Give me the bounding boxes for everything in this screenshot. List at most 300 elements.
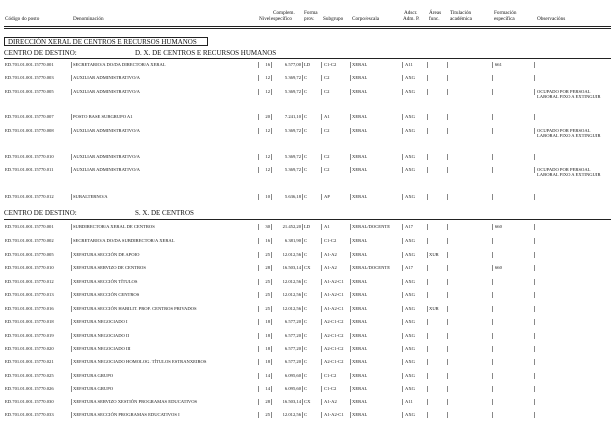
column-separator	[492, 279, 493, 285]
cell-complemento: 16.503,14	[282, 265, 301, 270]
cell-nivel: 12	[265, 89, 270, 94]
column-separator	[321, 292, 322, 298]
column-separator	[271, 333, 272, 339]
column-separator	[350, 224, 351, 230]
column-separator	[302, 75, 303, 81]
cell-code: ED.701.01.001.15770.007	[5, 114, 54, 119]
column-separator	[321, 128, 322, 134]
cell-corpo: XERAL	[352, 386, 368, 391]
cell-denominacion: XEFATURA SECCIÓN TÍTULOS	[73, 279, 138, 284]
column-separator	[534, 265, 535, 271]
column-separator	[71, 252, 72, 258]
cell-nivel: 25	[265, 252, 270, 257]
column-separator	[321, 238, 322, 244]
column-separator	[350, 167, 351, 173]
column-separator	[302, 224, 303, 230]
column-separator	[534, 373, 535, 379]
column-separator	[492, 252, 493, 258]
column-separator	[71, 333, 72, 339]
section-value: D. X. DE CENTROS E RECURSOS HUMANOS	[135, 49, 277, 57]
cell-forma: C	[304, 75, 308, 80]
column-separator	[427, 154, 428, 160]
cell-nivel: 14	[265, 386, 270, 391]
column-separator	[258, 359, 259, 365]
column-separator	[71, 373, 72, 379]
column-separator	[350, 292, 351, 298]
column-separator	[427, 89, 428, 95]
column-separator	[302, 252, 303, 258]
cell-corpo: XERAL	[352, 319, 368, 324]
column-separator	[302, 154, 303, 160]
header-forma-2: prov.	[304, 16, 315, 22]
cell-subgrupo: A1-A2	[324, 399, 337, 404]
column-separator	[402, 319, 403, 325]
column-separator	[258, 265, 259, 271]
column-separator	[271, 89, 272, 95]
cell-subgrupo: C2	[324, 75, 330, 80]
column-separator	[534, 128, 535, 134]
cell-complemento: 12.012,56	[282, 279, 301, 284]
table-row	[0, 399, 615, 413]
column-separator	[447, 89, 448, 95]
column-separator	[350, 306, 351, 312]
column-separator	[350, 114, 351, 120]
cell-adscr: AXG	[405, 194, 415, 199]
column-separator	[271, 154, 272, 160]
cell-nivel: 18	[265, 333, 270, 338]
cell-denominacion: SUBDIRECTOR/A XERAL DE CENTROS	[73, 224, 155, 229]
cell-adscr: AXG	[405, 114, 415, 119]
column-separator	[447, 114, 448, 120]
column-separator	[427, 279, 428, 285]
column-separator	[427, 412, 428, 418]
cell-observacions: OCUPADO POR PERSOAL LABORAL FIXO A EXTINGUIR	[537, 128, 601, 138]
column-separator	[271, 279, 272, 285]
cell-code: ED.701.01.001.15770.018	[5, 319, 54, 324]
cell-denominacion: XEFATURA NEGOCIADO HOMOLOG. TÍTULOS ESTRANXEIROS	[73, 359, 207, 364]
column-separator	[71, 194, 72, 200]
column-separator	[71, 359, 72, 365]
cell-corpo: XERAL	[352, 279, 368, 284]
cell-code: ED.701.01.001.15770.002	[5, 238, 54, 243]
column-separator	[302, 306, 303, 312]
column-separator	[321, 279, 322, 285]
cell-denominacion: POSTO BASE SUBGRUPO A1	[73, 114, 133, 119]
column-separator	[427, 373, 428, 379]
cell-subgrupo: C2	[324, 128, 330, 133]
cell-subgrupo: A1	[324, 114, 330, 119]
cell-complemento: 12.012,56	[282, 306, 301, 311]
column-separator	[71, 167, 72, 173]
column-separator	[350, 279, 351, 285]
column-separator	[534, 292, 535, 298]
column-separator	[534, 279, 535, 285]
column-separator	[71, 62, 72, 68]
column-separator	[271, 114, 272, 120]
header-adscr-2: Adm. P.	[403, 16, 420, 22]
column-separator	[427, 238, 428, 244]
column-separator	[258, 194, 259, 200]
cell-code: ED.701.01.001.15770.026	[5, 386, 54, 391]
cell-nivel: 25	[265, 412, 270, 417]
column-separator	[71, 114, 72, 120]
cell-corpo: XERAL	[352, 154, 368, 159]
column-separator	[350, 252, 351, 258]
cell-complemento: 5.369,72	[284, 154, 301, 159]
column-separator	[350, 89, 351, 95]
cell-formacion: 660	[495, 265, 502, 270]
cell-corpo: XERAL/DOCENTE	[352, 224, 391, 229]
cell-denominacion: XEFATURA SECCIÓN HABILIT. PROF. CENTROS PRIVADOS	[73, 306, 197, 311]
column-separator	[258, 128, 259, 134]
cell-nivel: 18	[265, 359, 270, 364]
header-titulacion-2: académica	[450, 16, 472, 22]
cell-nivel: 18	[265, 319, 270, 324]
column-separator	[534, 75, 535, 81]
column-separator	[492, 386, 493, 392]
column-separator	[447, 62, 448, 68]
cell-subgrupo: A1-A2-C1	[324, 292, 344, 297]
column-separator	[321, 194, 322, 200]
column-separator	[350, 412, 351, 418]
cell-nivel: 30	[265, 224, 270, 229]
column-separator	[447, 373, 448, 379]
cell-complemento: 16.503,14	[282, 399, 301, 404]
cell-complemento: 12.012,56	[282, 412, 301, 417]
column-separator	[271, 62, 272, 68]
cell-forma: C	[304, 252, 308, 257]
column-separator	[302, 292, 303, 298]
cell-subgrupo: A1	[324, 224, 330, 229]
column-separator	[492, 346, 493, 352]
column-separator	[302, 238, 303, 244]
cell-corpo: XERAL	[352, 62, 368, 67]
table-row	[0, 194, 615, 208]
cell-nivel: 12	[265, 167, 270, 172]
column-separator	[427, 359, 428, 365]
column-separator	[271, 319, 272, 325]
cell-denominacion: XEFATURA GRUPO	[73, 373, 114, 378]
cell-subgrupo: A1-A2-C1	[324, 306, 344, 311]
column-separator	[302, 412, 303, 418]
column-separator	[321, 265, 322, 271]
table-row	[0, 412, 615, 426]
column-separator	[534, 412, 535, 418]
table-row	[0, 114, 615, 128]
column-separator	[534, 359, 535, 365]
cell-complemento: 6.577,20	[284, 359, 301, 364]
column-separator	[302, 279, 303, 285]
column-separator	[492, 128, 493, 134]
column-separator	[321, 252, 322, 258]
column-separator	[402, 89, 403, 95]
cell-denominacion: XEFATURA SERVIZO XESTIÓN PROGRAMAS EDUCATIVOS	[73, 399, 198, 404]
cell-code: ED.701.01.001.15770.005	[5, 89, 54, 94]
column-separator	[534, 333, 535, 339]
cell-nivel: 28	[265, 399, 270, 404]
cell-observacions: OCUPADO POR PERSOAL LABORAL FIXO A EXTINGUIR	[537, 167, 601, 177]
column-separator	[534, 238, 535, 244]
column-separator	[447, 333, 448, 339]
cell-complemento: 7.241,10	[284, 114, 301, 119]
cell-forma: CX	[304, 265, 311, 270]
column-separator	[427, 62, 428, 68]
column-separator	[271, 412, 272, 418]
column-separator	[427, 333, 428, 339]
cell-complemento: 6.577,20	[284, 319, 301, 324]
cell-complemento: 6.577,20	[284, 333, 301, 338]
column-separator	[302, 62, 303, 68]
column-separator	[492, 224, 493, 230]
cell-corpo: XERAL	[352, 167, 368, 172]
cell-denominacion: XEFATURA SECCIÓN CENTROS	[73, 292, 140, 297]
column-separator	[350, 75, 351, 81]
table-row	[0, 386, 615, 400]
column-separator	[534, 194, 535, 200]
section-value: S. X. DE CENTROS	[135, 209, 194, 217]
column-separator	[402, 224, 403, 230]
cell-denominacion: AUXILIAR ADMINISTRATIVO/A	[73, 75, 140, 80]
column-separator	[321, 167, 322, 173]
column-separator	[302, 265, 303, 271]
header-complemento-1: Complem.	[273, 10, 295, 16]
cell-adscr: AXG	[405, 333, 415, 338]
column-separator	[71, 399, 72, 405]
cell-nivel: 16	[265, 62, 270, 67]
cell-adscr: AXG	[405, 412, 415, 417]
cell-subgrupo: A2-C1-C2	[324, 319, 344, 324]
column-separator	[271, 346, 272, 352]
column-separator	[321, 412, 322, 418]
column-separator	[350, 359, 351, 365]
cell-corpo: XERAL	[352, 412, 368, 417]
cell-forma: C	[304, 167, 308, 172]
column-separator	[71, 346, 72, 352]
header-forma-1: Forma	[304, 10, 318, 16]
column-separator	[258, 154, 259, 160]
header-titulacion-1: Titulación	[450, 10, 472, 16]
table-row	[0, 319, 615, 333]
column-separator	[271, 128, 272, 134]
cell-adscr: AXG	[405, 252, 415, 257]
cell-adscr: AXG	[405, 238, 415, 243]
cell-subgrupo: A1-A2	[324, 265, 337, 270]
table-row	[0, 346, 615, 360]
column-separator	[302, 167, 303, 173]
column-separator	[447, 279, 448, 285]
column-separator	[71, 412, 72, 418]
column-separator	[271, 167, 272, 173]
column-separator	[271, 238, 272, 244]
cell-corpo: XERAL	[352, 399, 368, 404]
column-separator	[271, 75, 272, 81]
cell-nivel: 16	[265, 238, 270, 243]
column-separator	[402, 62, 403, 68]
cell-forma: C	[304, 128, 308, 133]
cell-corpo: XERAL	[352, 346, 368, 351]
column-separator	[271, 224, 272, 230]
column-separator	[71, 279, 72, 285]
column-separator	[302, 333, 303, 339]
cell-denominacion: SECRETARIO/A DO/DA SUBDIRECTOR/A XERAL	[73, 238, 175, 243]
column-separator	[402, 292, 403, 298]
cell-complemento: 5.369,72	[284, 128, 301, 133]
column-separator	[271, 265, 272, 271]
column-separator	[402, 114, 403, 120]
column-separator	[302, 128, 303, 134]
column-separator	[350, 154, 351, 160]
column-separator	[302, 194, 303, 200]
cell-corpo: XERAL	[352, 128, 368, 133]
cell-adscr: AXG	[405, 75, 415, 80]
column-separator	[258, 306, 259, 312]
column-separator	[271, 386, 272, 392]
cell-forma: C	[304, 319, 308, 324]
cell-adscr: AXG	[405, 306, 415, 311]
cell-complemento: 6.577,20	[284, 346, 301, 351]
column-separator	[447, 128, 448, 134]
cell-complemento: 6.095,60	[284, 386, 301, 391]
column-separator	[402, 412, 403, 418]
cell-corpo: XERAL	[352, 75, 368, 80]
column-separator	[258, 224, 259, 230]
column-separator	[402, 279, 403, 285]
column-separator	[447, 252, 448, 258]
column-separator	[302, 399, 303, 405]
cell-observacions: OCUPADO POR PERSOAL LABORAL FIXO A EXTINGUIR	[537, 89, 601, 99]
column-separator	[258, 346, 259, 352]
column-separator	[71, 75, 72, 81]
cell-code: ED.701.01.001.15770.010	[5, 265, 54, 270]
column-separator	[258, 373, 259, 379]
cell-nivel: 12	[265, 128, 270, 133]
column-separator	[258, 238, 259, 244]
column-separator	[402, 373, 403, 379]
column-separator	[258, 89, 259, 95]
cell-forma: C	[304, 194, 308, 199]
column-separator	[258, 412, 259, 418]
column-separator	[350, 238, 351, 244]
cell-code: ED.701.01.001.15770.020	[5, 346, 54, 351]
cell-corpo: XERAL	[352, 252, 368, 257]
cell-code: ED.701.01.001.15770.030	[5, 399, 54, 404]
cell-denominacion: XEFATURA NEGOCIADO I	[73, 319, 128, 324]
cell-code: ED.701.01.001.15770.003	[5, 75, 54, 80]
cell-subgrupo: A2-C1-C2	[324, 346, 344, 351]
column-separator	[402, 386, 403, 392]
cell-nivel: 18	[265, 346, 270, 351]
table-row	[0, 265, 615, 279]
column-separator	[258, 333, 259, 339]
cell-complemento: 6.095,60	[284, 373, 301, 378]
table-row	[0, 252, 615, 266]
column-separator	[447, 412, 448, 418]
column-separator	[321, 319, 322, 325]
cell-code: ED.701.01.001.15770.012	[5, 279, 54, 284]
column-separator	[492, 75, 493, 81]
column-separator	[321, 224, 322, 230]
cell-adscr: A17	[405, 224, 413, 229]
cell-adscr: AXG	[405, 359, 415, 364]
column-separator	[71, 238, 72, 244]
column-separator	[71, 319, 72, 325]
cell-adscr: AXG	[405, 346, 415, 351]
column-separator	[302, 114, 303, 120]
column-separator	[350, 194, 351, 200]
cell-forma: C	[304, 412, 308, 417]
cell-denominacion: XEFATURA NEGOCIADO III	[73, 346, 131, 351]
column-separator	[71, 224, 72, 230]
column-separator	[350, 346, 351, 352]
column-separator	[427, 114, 428, 120]
table-row	[0, 167, 615, 181]
header-formacion-2: específica	[494, 16, 515, 22]
directorate-title: DIRECCIÓN XERAL DE CENTROS E RECURSOS HUMANOS	[4, 37, 208, 46]
column-separator	[427, 386, 428, 392]
cell-forma: C	[304, 373, 308, 378]
cell-forma: C	[304, 346, 308, 351]
column-separator	[447, 292, 448, 298]
column-separator	[71, 265, 72, 271]
column-separator	[402, 333, 403, 339]
cell-forma: C	[304, 89, 308, 94]
table-row	[0, 359, 615, 373]
cell-corpo: XERAL	[352, 359, 368, 364]
column-separator	[447, 399, 448, 405]
cell-complemento: 12.012,56	[282, 292, 301, 297]
column-separator	[492, 292, 493, 298]
column-separator	[534, 167, 535, 173]
column-separator	[350, 373, 351, 379]
column-separator	[427, 194, 428, 200]
table-row	[0, 292, 615, 306]
cell-denominacion: AUXILIAR ADMINISTRATIVO/A	[73, 89, 140, 94]
cell-forma: LD	[304, 62, 311, 67]
header-codigo: Código do posto	[5, 16, 40, 22]
cell-forma: C	[304, 333, 308, 338]
header-areas-1: Áreas	[429, 10, 442, 16]
column-separator	[302, 89, 303, 95]
column-separator	[492, 167, 493, 173]
cell-subgrupo: C2	[324, 167, 330, 172]
cell-denominacion: SECRETARIO/A DO/DA DIRECTOR/A XERAL	[73, 62, 166, 67]
table-row	[0, 238, 615, 252]
cell-subgrupo: AP	[324, 194, 330, 199]
cell-denominacion: XEFATURA SECCIÓN PROGRAMAS EDUCATIVOS I	[73, 412, 180, 417]
column-separator	[534, 386, 535, 392]
cell-code: ED.701.01.001.15770.033	[5, 412, 54, 417]
cell-subgrupo: C2	[324, 154, 330, 159]
column-separator	[402, 252, 403, 258]
column-separator	[534, 306, 535, 312]
column-separator	[492, 412, 493, 418]
column-separator	[534, 154, 535, 160]
cell-subgrupo: A2-C1-C2	[324, 333, 344, 338]
column-separator	[492, 154, 493, 160]
column-separator	[402, 154, 403, 160]
column-separator	[271, 306, 272, 312]
cell-denominacion: SUBALTERNO/A	[73, 194, 108, 199]
cell-formacion: 660	[495, 224, 502, 229]
table-row	[0, 224, 615, 238]
column-separator	[447, 346, 448, 352]
column-separator	[534, 252, 535, 258]
column-separator	[258, 167, 259, 173]
column-separator	[402, 238, 403, 244]
cell-nivel: 20	[265, 114, 270, 119]
column-separator	[402, 399, 403, 405]
cell-subgrupo: A1-A2-C1	[324, 412, 344, 417]
